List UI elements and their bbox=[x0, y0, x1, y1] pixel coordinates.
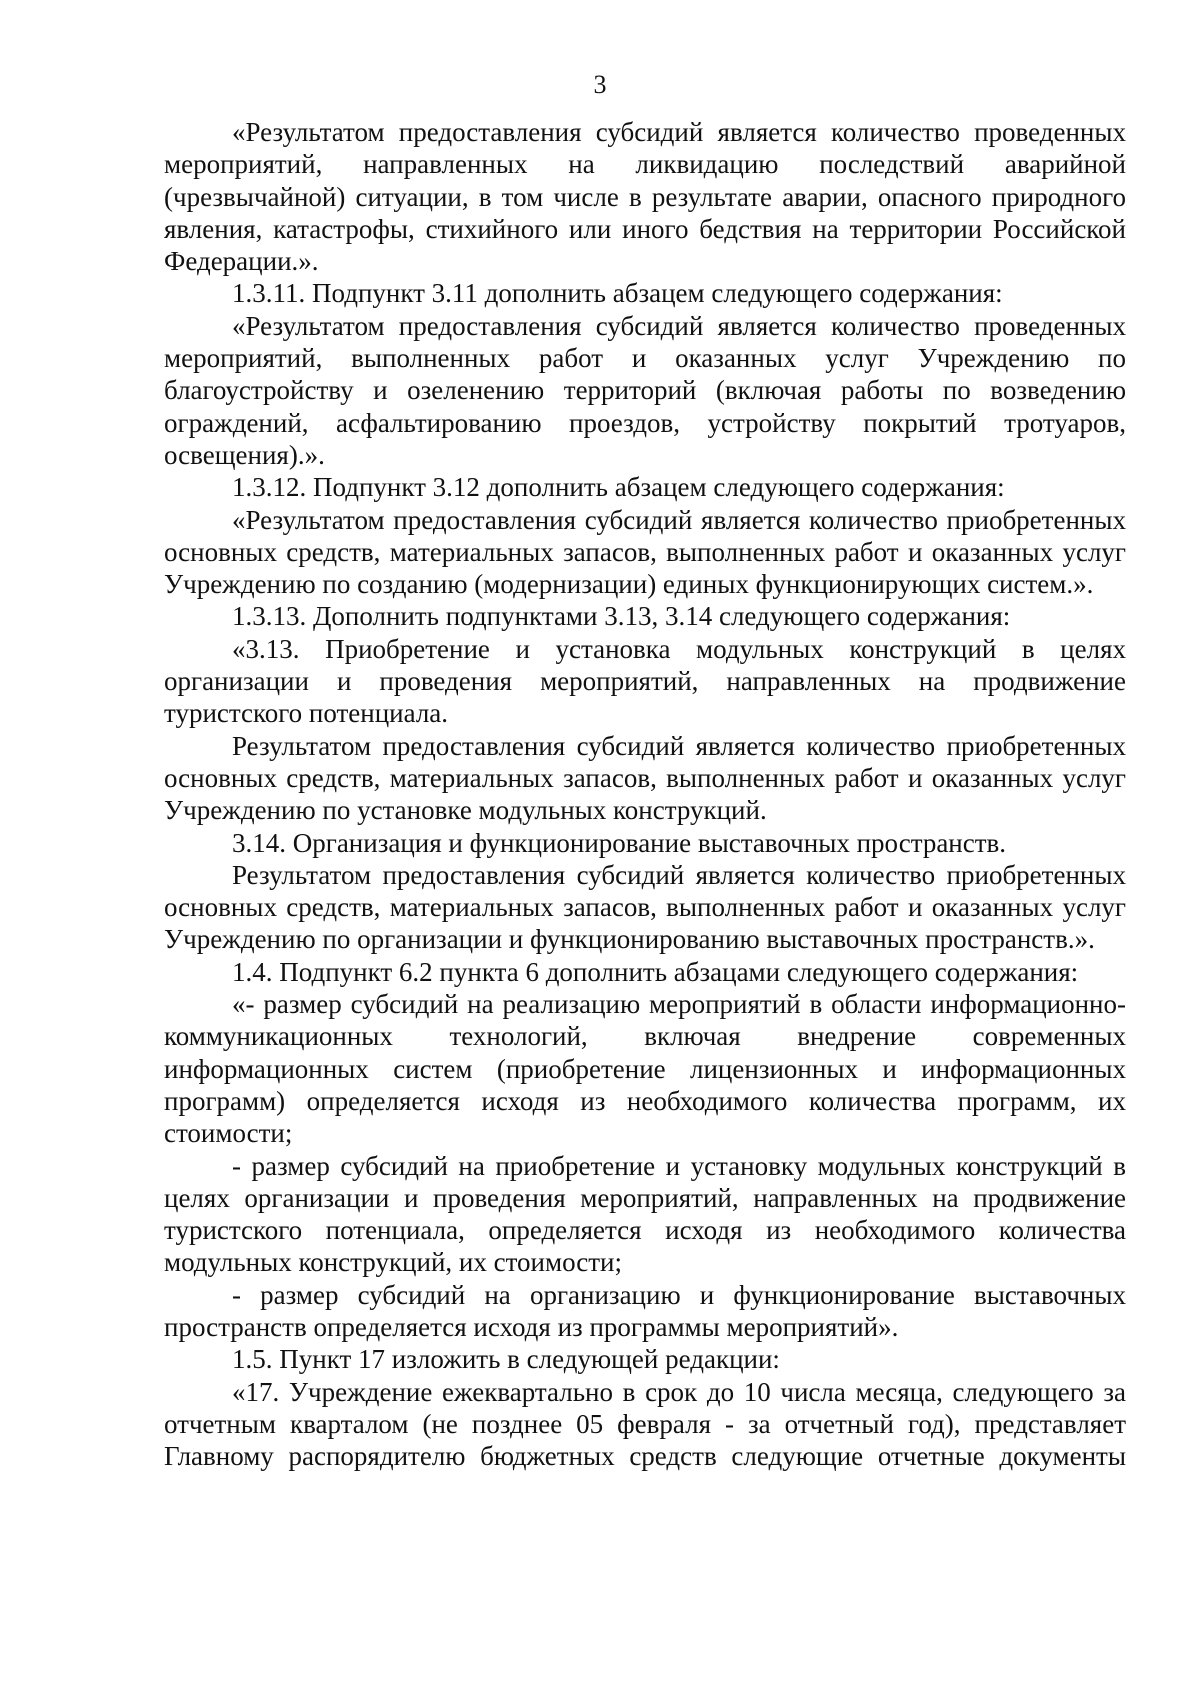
paragraph-size-modular: - размер субсидий на приобретение и установку модульных конструкций в целях организации и проведения мероприятий, направленных на продвижение туристского потенциала, определяется исходя из необходимого количества модульных конструкций, их стоимости; bbox=[164, 1150, 1126, 1278]
paragraph-17: «17. Учреждение ежеквартально в срок до 10 числа месяца, следующего за отчетным кварталом (не позднее 05 февраля - за отчетный год), представляет Главному распорядителю бюджетных средств следующие отчетные документы bbox=[164, 1376, 1126, 1472]
paragraph-result-unified-systems: «Результатом предоставления субсидий является количество приобретенных основных средств, материальных запасов, выполненных работ и оказанных услуг Учреждению по созданию (модернизации) единых функционирующих систем.». bbox=[164, 504, 1126, 600]
paragraph-1-3-11: 1.3.11. Подпункт 3.11 дополнить абзацем следующего содержания: bbox=[232, 278, 1003, 309]
page-number: 3 bbox=[593, 70, 607, 99]
document-body bbox=[164, 116, 1126, 1472]
paragraph-result-landscaping: «Результатом предоставления субсидий является количество проведенных мероприятий, выполненных работ и оказанных услуг Учреждению по благоустройству и озеленению территорий (включая работы по возведению ограждений, асфальтированию проездов, устройству покрытий тротуаров, освещения).». bbox=[164, 310, 1126, 470]
paragraph-result-emergency: «Результатом предоставления субсидий является количество проведенных мероприятий, направленных на ликвидацию последствий аварийной (чрезвычайной) ситуации, в том числе в результате аварии, опасного природного явления, катастрофы, стихийного или иного бедствия на территории Российской Федерации.». bbox=[164, 117, 1126, 277]
paragraph-1-5: 1.5. Пункт 17 изложить в следующей редакции: bbox=[232, 1344, 780, 1375]
paragraph-1-3-13: 1.3.13. Дополнить подпунктами 3.13, 3.14 следующего содержания: bbox=[232, 601, 1011, 632]
paragraph-1-3-12: 1.3.12. Подпункт 3.12 дополнить абзацем следующего содержания: bbox=[232, 472, 1005, 503]
paragraph-3-13: «3.13. Приобретение и установка модульных конструкций в целях организации и проведения мероприятий, направленных на продвижение туристского потенциала. bbox=[164, 633, 1126, 729]
paragraph-result-exhibition: Результатом предоставления субсидий является количество приобретенных основных средств, материальных запасов, выполненных работ и оказанных услуг Учреждению по организации и функционированию выставочных пространств.». bbox=[164, 859, 1126, 955]
paragraph-1-4: 1.4. Подпункт 6.2 пункта 6 дополнить абзацами следующего содержания: bbox=[232, 956, 1079, 987]
paragraph-size-exhibition: - размер субсидий на организацию и функционирование выставочных пространств определяется исходя из программы мероприятий». bbox=[164, 1279, 1126, 1342]
paragraph-result-modular: Результатом предоставления субсидий является количество приобретенных основных средств, материальных запасов, выполненных работ и оказанных услуг Учреждению по установке модульных конструкций. bbox=[164, 730, 1126, 826]
paragraph-3-14: 3.14. Организация и функционирование выставочных пространств. bbox=[232, 827, 1007, 858]
paragraph-size-ict: «- размер субсидий на реализацию мероприятий в области информационно-коммуникационных технологий, включая внедрение современных информационных систем (приобретение лицензионных и информационных программ) определяется исходя из необходимого количества программ, их стоимости; bbox=[164, 989, 1126, 1149]
